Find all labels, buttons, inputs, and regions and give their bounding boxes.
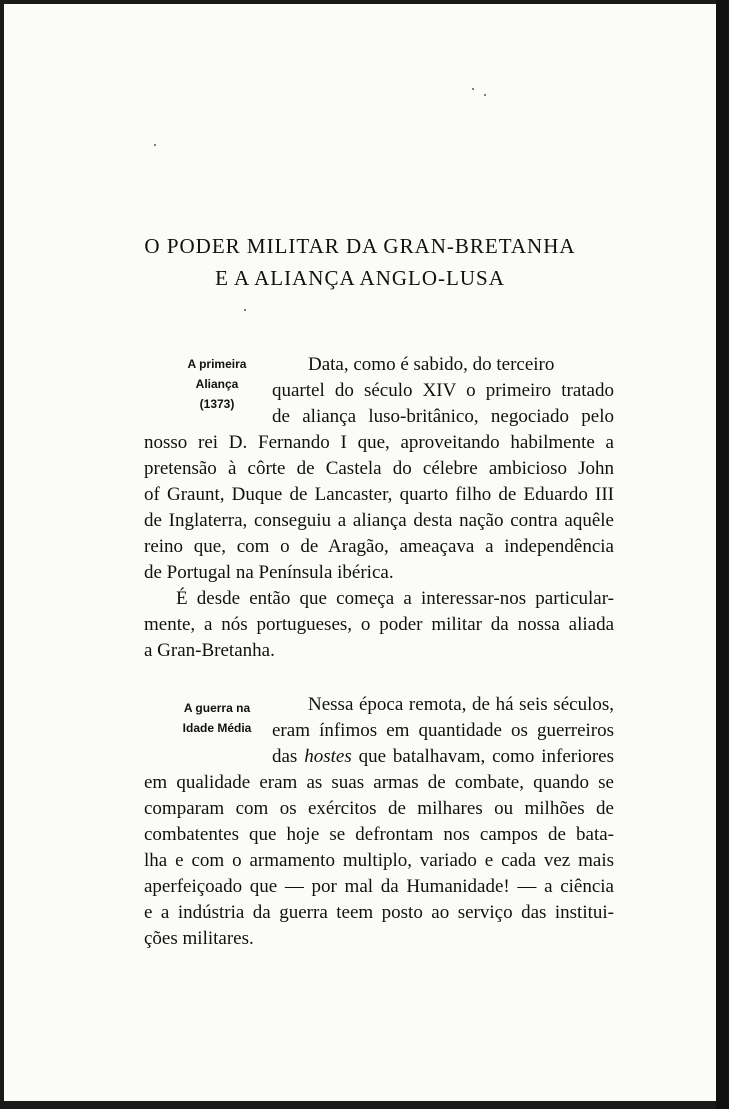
margin-note-line: Idade Média	[182, 721, 252, 735]
body-line: of Graunt, Duque de Lancaster, quarto filho de Eduardo III	[144, 484, 614, 505]
italic-word-hostes: hostes	[304, 746, 352, 767]
body-line: combatentes que hoje se defrontam nos campos de bata-	[144, 824, 614, 845]
scan-speck	[154, 144, 156, 146]
body-line: de aliança luso-britânico, negociado pelo	[272, 406, 614, 427]
scan-speck	[484, 94, 486, 96]
margin-note-guerra-idade-media	[162, 698, 272, 738]
body-line: ções militares.	[144, 928, 254, 949]
chapter-title-line-1: O PODER MILITAR DA GRAN-BRETANHA	[144, 234, 576, 258]
scanned-page	[4, 4, 716, 1101]
body-line: eram ínfimos em quantidade os guerreiros	[272, 720, 614, 741]
body-line: em qualidade eram as suas armas de combate, quando se	[144, 772, 614, 793]
margin-note-line: A primeira	[187, 357, 247, 371]
scan-border	[716, 0, 729, 1109]
body-line: nosso rei D. Fernando I que, aproveitando habilmente a	[144, 432, 614, 453]
margin-note-primeira-alianca	[162, 354, 272, 414]
chapter-title-line-2: E A ALIANÇA ANGLO-LUSA	[215, 266, 505, 290]
body-line: lha e com o armamento multiplo, variado e cada vez mais	[144, 850, 614, 871]
body-line: Nessa época remota, de há seis séculos,	[308, 694, 614, 715]
body-line: É desde então que começa a interessar-nos particular-	[176, 588, 614, 609]
body-line: de Inglaterra, conseguiu a aliança desta nação contra aquêle	[144, 510, 614, 531]
body-line: pretensão à côrte de Castela do célebre ambicioso John	[144, 458, 614, 479]
body-line: reino que, com o de Aragão, ameaçava a independência	[144, 536, 614, 557]
text-run: que batalhavam, como inferiores	[351, 746, 615, 767]
margin-note-line: Aliança	[195, 377, 239, 391]
text-run: das	[272, 746, 305, 767]
body-line: quartel do século XIV o primeiro tratado	[272, 380, 614, 401]
body-line: e a indústria da guerra teem posto ao serviço das institui-	[144, 902, 614, 923]
scan-speck	[244, 309, 246, 311]
body-line: de Portugal na Península ibérica.	[144, 562, 394, 583]
margin-note-line: (1373)	[199, 397, 235, 411]
body-line: comparam com os exércitos de milhares ou milhões de	[144, 798, 614, 819]
body-line: Data, como é sabido, do terceiro	[308, 354, 555, 375]
body-line-with-italic	[272, 744, 614, 770]
body-line: mente, a nós portugueses, o poder militar da nossa aliada	[144, 614, 614, 635]
body-line: aperfeiçoado que — por mal da Humanidade! — a ciência	[144, 876, 614, 897]
scan-speck	[472, 88, 474, 90]
margin-note-line: A guerra na	[183, 701, 251, 715]
body-line: a Gran-Bretanha.	[144, 640, 275, 661]
